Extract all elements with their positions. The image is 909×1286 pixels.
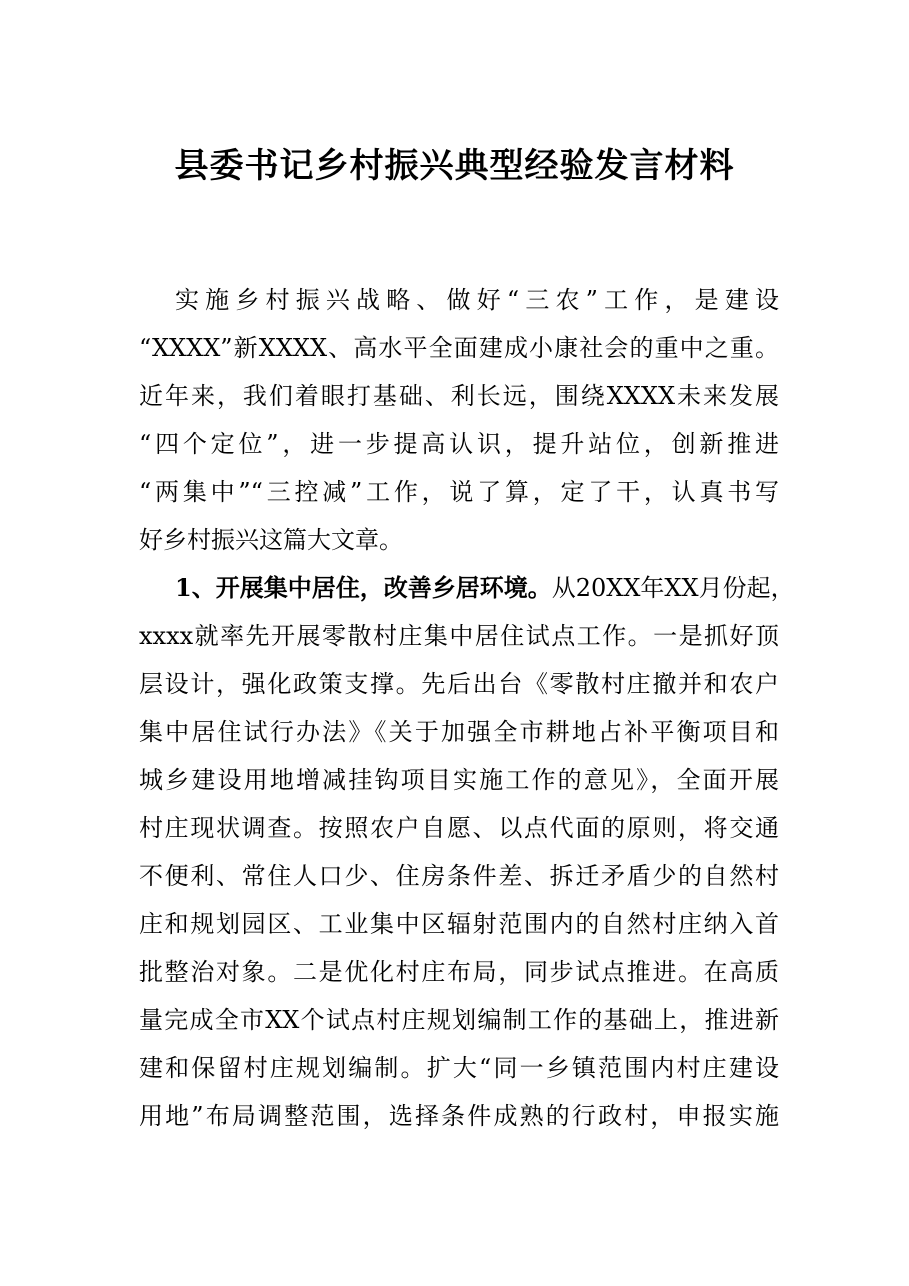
paragraph-line: 近年来，我们着眼打基础、利长远，围绕XXXX未来发展 <box>139 382 779 410</box>
paragraph-line: 用地”布局调整范围，选择条件成熟的行政村，申报实施 <box>139 1102 779 1130</box>
paragraph-line: 实施乡村振兴战略、做好“三农”工作，是建设 <box>175 286 779 314</box>
paragraph-line: 集中居住试行办法》《关于加强全市耕地占补平衡项目和 <box>139 718 779 746</box>
paragraph-line: 层设计，强化政策支撑。先后出台《零散村庄撤并和农户 <box>139 670 779 698</box>
document-title: 县委书记乡村振兴典型经验发言材料 <box>174 146 735 186</box>
section-heading: 1、开展集中居住，改善乡居环境。 <box>175 573 552 602</box>
paragraph-line: “XXXX”新XXXX、高水平全面建成小康社会的重中之重。 <box>139 334 779 362</box>
paragraph-line: 庄和规划园区、工业集中区辐射范围内的自然村庄纳入首 <box>139 910 779 938</box>
paragraph-line: 不便利、常住人口少、住房条件差、拆迁矛盾少的自然村 <box>139 862 779 890</box>
paragraph-line: 建和保留村庄规划编制。扩大“同一乡镇范围内村庄建设 <box>139 1054 779 1082</box>
paragraph-line: 城乡建设用地增减挂钩项目实施工作的意见》，全面开展 <box>139 766 779 794</box>
section-heading-tail: 从20XX年XX月份起， <box>551 574 795 602</box>
paragraph-line: 批整治对象。二是优化村庄布局，同步试点推进。在高质 <box>139 958 779 986</box>
paragraph-line: “两集中”“三控减”工作，说了算，定了干，认真书写 <box>139 478 779 506</box>
paragraph-line: 村庄现状调查。按照农户自愿、以点代面的原则，将交通 <box>139 814 779 842</box>
paragraph-line: 好乡村振兴这篇大文章。 <box>139 526 403 554</box>
paragraph-line: xxxx就率先开展零散村庄集中居住试点工作。一是抓好顶 <box>139 622 779 650</box>
section-heading-line <box>175 568 795 608</box>
paragraph-line: 量完成全市XX个试点村庄规划编制工作的基础上，推进新 <box>139 1006 779 1034</box>
paragraph-line: “四个定位”，进一步提高认识，提升站位，创新推进 <box>139 430 779 458</box>
